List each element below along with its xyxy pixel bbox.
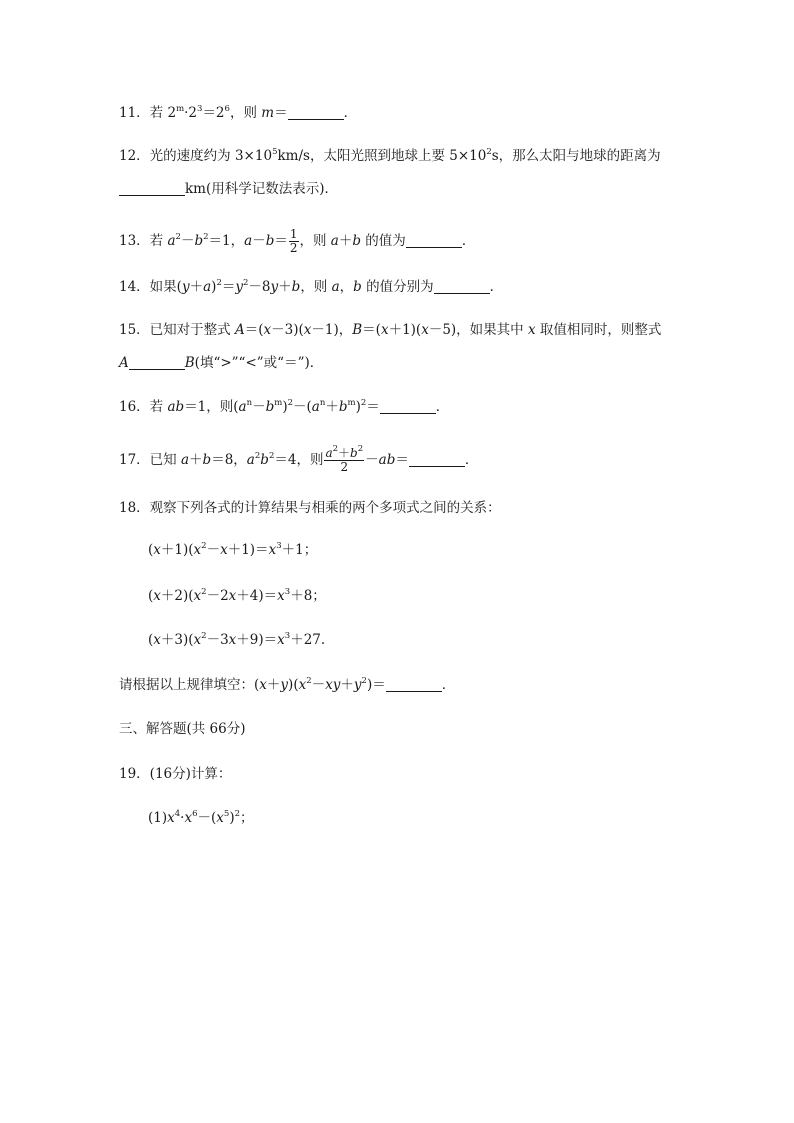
answer-blank[interactable] — [288, 105, 344, 120]
q18-text: ( — [148, 542, 154, 558]
q15-text: －5)，如果其中 — [428, 322, 528, 338]
exponent: 2 — [268, 451, 275, 461]
q18-text: ＋1)＝ — [227, 542, 269, 558]
question-11 — [119, 103, 357, 123]
q16-text: 16．若 — [119, 399, 168, 415]
q13-text: 的值为 — [361, 233, 406, 249]
answer-blank[interactable] — [380, 399, 436, 414]
fraction — [324, 444, 364, 474]
q13-text: ＝ — [274, 233, 288, 249]
variable: x — [228, 632, 237, 648]
variable: A — [234, 322, 245, 338]
variable: x — [228, 588, 237, 604]
q19-text: 19．(16分)计算： — [119, 766, 232, 782]
q18-text: ＋9)＝ — [236, 632, 278, 648]
variable: y — [280, 677, 289, 693]
variable: x — [380, 322, 389, 338]
exponent: 3 — [284, 631, 291, 641]
q19-part-1 — [148, 808, 254, 828]
q11-text: ＝ — [274, 105, 288, 121]
variable: x — [167, 810, 175, 826]
q14-text: ，则 — [300, 279, 332, 295]
q18-text: ( — [148, 588, 154, 604]
q16-text: ＋ — [325, 399, 339, 415]
q18-text: ＋1)( — [160, 542, 194, 558]
q18-text: － — [311, 677, 326, 693]
q18-text: ＋3)( — [160, 632, 194, 648]
exponent: 2 — [361, 676, 367, 686]
q18-fill-in — [119, 675, 455, 695]
q16-text: ＝ — [366, 399, 380, 415]
variable: x — [277, 588, 285, 604]
exponent: 2 — [254, 451, 261, 461]
answer-blank[interactable] — [386, 677, 442, 692]
q18-text: 请根据以上规律填空：( — [119, 677, 260, 693]
q18-text: ＋4)＝ — [236, 588, 278, 604]
variable: B — [352, 322, 363, 338]
q14-text: ) — [211, 279, 217, 295]
variable: x — [153, 588, 161, 604]
q11-text: 11．若 2 — [119, 105, 177, 121]
q18-text: ． — [441, 677, 456, 693]
exponent: 2 — [203, 232, 209, 242]
variable: b — [260, 452, 269, 468]
variable: b — [350, 446, 358, 460]
variable: a — [330, 233, 339, 249]
question-12-line-1 — [119, 146, 661, 166]
variable: a — [167, 233, 176, 249]
variable: a — [238, 399, 247, 415]
variable: x — [277, 632, 285, 648]
fraction-denominator: 2 — [340, 460, 349, 474]
variable: b — [338, 399, 348, 415]
q18-example-3 — [148, 630, 325, 650]
exponent: 2 — [201, 587, 207, 597]
q14-text: ， — [339, 279, 354, 295]
exponent: 2 — [332, 444, 339, 454]
q19-text: ； — [240, 810, 254, 826]
exponent: 2 — [357, 444, 364, 454]
q12-text: km(用科学记数法表示)． — [185, 181, 339, 197]
exponent: n — [319, 398, 326, 408]
exponent: 5 — [272, 147, 278, 157]
q13-text: 13．若 — [119, 233, 168, 249]
q17-text: 17．已知 — [119, 452, 181, 468]
exponent: 3 — [276, 541, 282, 551]
q17-text: － — [365, 452, 379, 468]
q12-text: s，那么太阳与地球的距离为 — [491, 148, 661, 164]
exponent: m — [347, 398, 356, 408]
question-19 — [119, 764, 231, 784]
exponent: 2 — [486, 147, 492, 157]
variable: x — [263, 322, 272, 338]
q18-text: ＋2)( — [160, 588, 194, 604]
question-14 — [119, 277, 503, 297]
answer-blank[interactable] — [119, 181, 185, 196]
fraction-numerator: 1 — [289, 227, 298, 241]
q15-text: 取值相同时，则整式 — [535, 322, 662, 338]
exponent: 5 — [223, 809, 230, 819]
q17-text: ＝ — [395, 452, 409, 468]
fraction-numerator — [324, 444, 364, 461]
variable: a — [246, 452, 255, 468]
section-title — [119, 719, 246, 739]
variable: x — [268, 542, 277, 558]
exponent: 2 — [175, 232, 181, 242]
q13-text: ． — [461, 233, 476, 249]
exponent: 2 — [216, 278, 222, 288]
q14-text: ＋ — [278, 279, 292, 295]
question-17 — [119, 444, 479, 474]
q18-text: ( — [148, 632, 154, 648]
variable: y — [235, 279, 243, 295]
q16-text: ) — [355, 399, 361, 415]
q18-text: ＋27. — [290, 632, 326, 648]
q16-text: －( — [293, 399, 312, 415]
q17-text: ． — [464, 452, 479, 468]
variable: a — [244, 233, 253, 249]
variable: x — [184, 810, 193, 826]
section-3-heading: 三、解答题(共 66分) — [119, 721, 246, 737]
exponent: 6 — [224, 104, 230, 114]
q13-text: ＝1， — [208, 233, 245, 249]
q15-text: －1)， — [311, 322, 353, 338]
question-12-line-2 — [119, 179, 338, 199]
q14-text: ． — [489, 279, 504, 295]
q16-text: － — [252, 399, 266, 415]
variable: x — [421, 322, 429, 338]
variable: x — [153, 542, 161, 558]
q13-text: － — [180, 233, 195, 249]
variable: x — [527, 322, 536, 338]
q19-text: (1) — [148, 810, 168, 826]
q16-text: ) — [282, 399, 288, 415]
question-13 — [119, 228, 475, 255]
q13-text: ，则 — [299, 233, 331, 249]
question-16 — [119, 397, 449, 417]
q18-text: －3 — [206, 632, 229, 648]
q18-text: － — [206, 542, 221, 558]
variable: b — [265, 399, 275, 415]
exponent: m — [176, 104, 185, 114]
answer-blank[interactable] — [434, 279, 490, 294]
q13-text: ＋ — [338, 233, 353, 249]
q18-text: 18．观察下列各式的计算结果与相乘的两个多项式之间的关系： — [119, 500, 501, 516]
question-18-intro — [119, 498, 501, 518]
variable: xy — [325, 677, 341, 693]
q11-text: ＝2 — [202, 105, 225, 121]
q19-text: ) — [229, 810, 235, 826]
variable: b — [194, 233, 204, 249]
q18-text: ＋8； — [290, 588, 326, 604]
variable: ab — [167, 399, 185, 415]
exponent: 2 — [287, 398, 294, 408]
exponent: 6 — [192, 809, 198, 819]
q13-text: － — [252, 233, 266, 249]
q11-text: ． — [343, 105, 358, 121]
variable: b — [353, 279, 362, 295]
variable: ab — [378, 452, 396, 468]
q15-text: (填“>”“<”或“＝”)． — [194, 355, 324, 371]
variable: b — [202, 452, 212, 468]
q17-text: ＋ — [189, 452, 203, 468]
q18-example-1 — [148, 540, 317, 560]
variable: x — [193, 542, 202, 558]
q14-text: －8 — [248, 279, 271, 295]
q11-text: ，则 — [229, 105, 262, 121]
exponent: 3 — [197, 104, 203, 114]
q17-text: ＝4，则 — [274, 452, 324, 468]
variable: b — [352, 233, 362, 249]
exponent: 4 — [174, 809, 181, 819]
variable: x — [216, 810, 224, 826]
q14-text: 14．如果( — [119, 279, 182, 295]
variable: y — [353, 677, 362, 693]
variable: x — [303, 322, 312, 338]
q11-text: ·2 — [184, 105, 198, 121]
q19-text: · — [180, 810, 185, 826]
q16-text: ＝1，则( — [184, 399, 239, 415]
q14-text: ＝ — [221, 279, 236, 295]
variable: a — [325, 446, 333, 460]
variable: B — [184, 355, 195, 371]
variable: a — [180, 452, 190, 468]
exponent: 2 — [360, 398, 367, 408]
variable: x — [298, 677, 307, 693]
question-15-line-1 — [119, 320, 661, 340]
variable: A — [119, 355, 129, 371]
q18-text: －2 — [206, 588, 229, 604]
answer-blank[interactable] — [409, 452, 465, 467]
variable: x — [220, 542, 228, 558]
q18-text: ＋ — [266, 677, 281, 693]
variable: x — [153, 632, 161, 648]
exponent: 2 — [306, 676, 312, 686]
q15-text: ＝( — [244, 322, 264, 338]
q17-text: ＋ — [338, 446, 351, 460]
q18-text: ＋1； — [281, 542, 318, 558]
exponent: 2 — [234, 809, 241, 819]
q12-text: 12．光的速度约为 3×10 — [119, 148, 273, 164]
q18-text: )＝ — [366, 677, 386, 693]
exponent: 3 — [284, 587, 291, 597]
exponent: m — [274, 398, 283, 408]
q19-text: －( — [197, 810, 217, 826]
exponent: n — [246, 398, 253, 408]
variable: x — [259, 677, 267, 693]
variable: a — [203, 279, 212, 295]
variable: a — [331, 279, 340, 295]
fraction-denominator: 2 — [289, 241, 298, 255]
answer-blank[interactable] — [406, 233, 462, 248]
q15-text: －3)( — [271, 322, 304, 338]
variable: a — [311, 399, 320, 415]
q14-text: 的值分别为 — [361, 279, 434, 295]
q15-text: 15．已知对于整式 — [119, 322, 235, 338]
variable: m — [261, 105, 275, 121]
q18-text: )( — [288, 677, 299, 693]
fraction — [289, 228, 299, 255]
variable: x — [193, 588, 202, 604]
exponent: 2 — [201, 541, 207, 551]
question-15-line-2 — [119, 353, 323, 373]
variable: y — [181, 279, 190, 295]
q15-text: ＝( — [362, 322, 381, 338]
answer-blank[interactable] — [129, 355, 185, 370]
variable: y — [270, 279, 279, 295]
q16-text: ． — [435, 399, 450, 415]
variable: b — [291, 279, 301, 295]
q15-text: ＋1)( — [388, 322, 422, 338]
variable: x — [193, 632, 202, 648]
q18-text: ＋ — [340, 677, 354, 693]
q14-text: ＋ — [189, 279, 204, 295]
variable: b — [265, 233, 275, 249]
exponent: 2 — [243, 278, 249, 288]
q17-text: ＝8， — [211, 452, 247, 468]
q12-text: km/s，太阳光照到地球上要 5×10 — [277, 148, 487, 164]
q18-example-2 — [148, 586, 326, 606]
exponent: 2 — [201, 631, 207, 641]
